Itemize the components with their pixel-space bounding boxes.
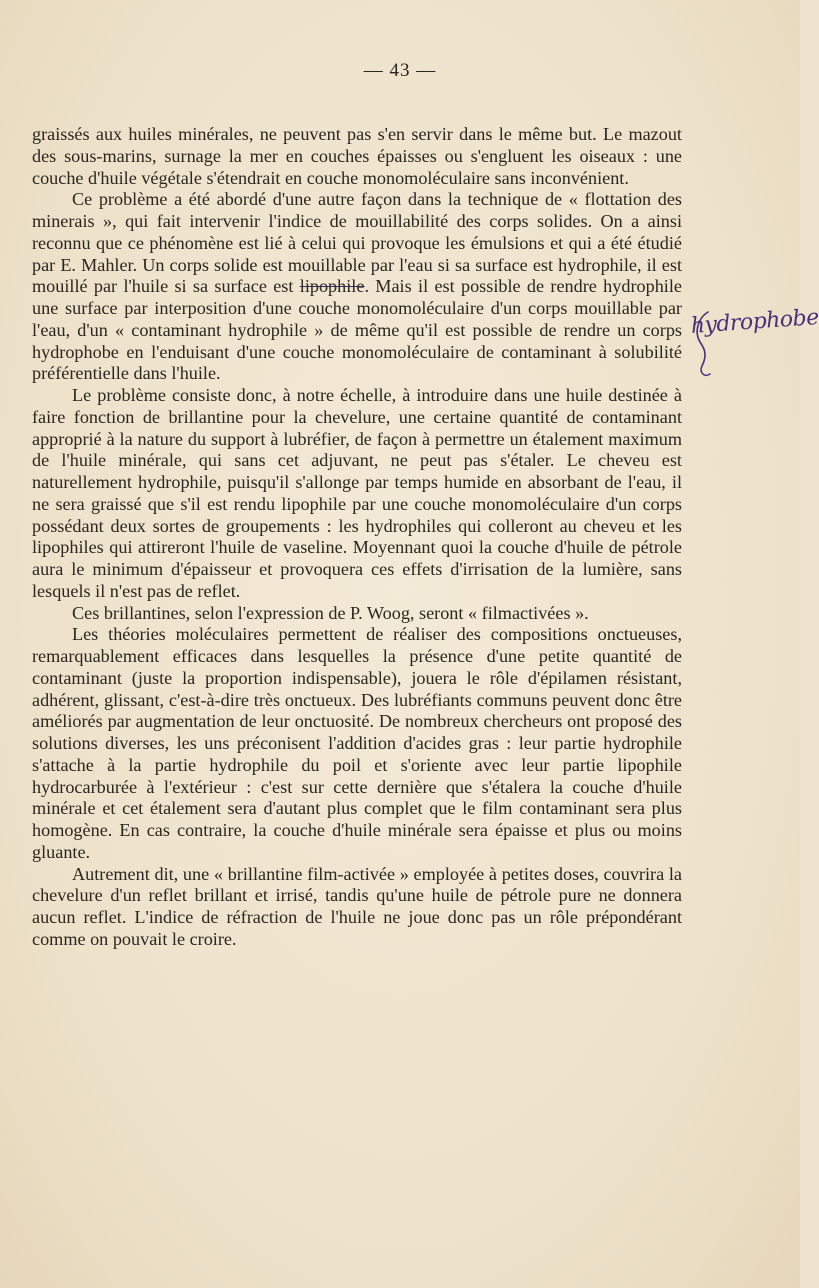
page-number: — 43 — [363, 60, 437, 81]
handwritten-annotation [690, 305, 819, 388]
paragraph-6: Autrement dit, une « brillantine film-activée » employée à petites doses, couvrira la chevelure d'un reflet brillant et irrisé, tandis qu'une huile de pétrole pure ne donnera aucun reflet. L'indice de réfraction de l'huile ne joue donc pas un rôle prépondérant comme on pouvait le croire. [32, 863, 682, 949]
paragraph-5: Les théories moléculaires permettent de réaliser des compositions onctueuses, remarquablement efficaces dans lesquelles la présence d'une petite quantité de contaminant (juste la proportion indispensable), jouera le rôle d'épilamen résistant, adhérent, glissant, c'est-à-dire très onctueux. Des lubréfiants communs peuvent donc être améliorés par augmentation de leur onctuosité. De nombreux chercheurs ont proposé des solutions diverses, les uns préconisent l'addition d'acides gras : leur partie hydrophile s'attache à la partie hydrophile du poil et s'oriente avec leur partie lipophile hydrocarburée à l'extérieur : c'est sur cette dernière que s'étalera la couche d'huile minérale et cet étalement sera d'autant plus complet que le film contaminant sera plus homogène. En cas contraire, la couche d'huile minérale sera épaisse et plus ou moins gluante. [32, 624, 682, 862]
paragraph-4: Ces brillantines, selon l'expression de P. Woog, seront « filmactivées ». [72, 602, 589, 623]
paragraph-2-start: Ce problème a été abordé d'une autre façon dans la technique de « flottation des minerais », qui fait intervenir l'indice de mouillabilité des corps solides. On a ainsi reconnu que ce phénomène est lié à celui qui provoque les émulsions et qui a été étudié par E. Mahler. Un corps solide est mouillable par l'eau si sa surface est hydrophile, il est mouillé par l'huile si sa surface est [32, 189, 682, 297]
paragraph-2-end: . Mais il est possible de rendre hydrophile une surface par interposition d'une couche monomoléculaire d'un corps mouillable par l'eau, d'un « contaminant hydrophile » de même qu'il est possible de rendre un corps hydrophobe en l'enduisant d'une couche monomoléculaire de contaminant à solubilité préférentielle dans l'huile. [32, 276, 682, 384]
struck-word: lipophile [299, 276, 365, 297]
body-text [32, 124, 682, 951]
paragraph-2 [32, 189, 682, 385]
annotation-text: hydrophobe [690, 305, 819, 339]
paragraph-1: graissés aux huiles minérales, ne peuvent pas s'en servir dans le même but. Le mazout des sous-marins, surnage la mer en couches épaisses ou s'engluent les oiseaux : une couche d'huile végétale s'étendrait en couche monomoléculaire sans inconvénient. [32, 124, 682, 188]
paragraph-3: Le problème consiste donc, à notre échelle, à introduire dans une huile destinée à faire fonction de brillantine pour la chevelure, une certaine quantité de contaminant approprié à la nature du support à lubréfier, de façon à permettre un étalement maximum de l'huile minérale, qui sans cet adjuvant, ne peut pas s'étaler. Le cheveu est naturellement hydrophile, puisqu'il s'allonge par temps humide en absorbant de l'eau, il ne sera graissé que s'il est rendu lipophile par une couche monomoléculaire d'un corps possédant deux sortes de groupements : les hydrophiles qui colleront au cheveu et les lipophiles qui attireront l'huile de vaseline. Moyennant quoi la couche d'huile de pétrole aura le minimum d'épaisseur et provoquera ces effets d'irrisation de la lumière, sans lesquels il n'est pas de reflet. [32, 385, 682, 601]
